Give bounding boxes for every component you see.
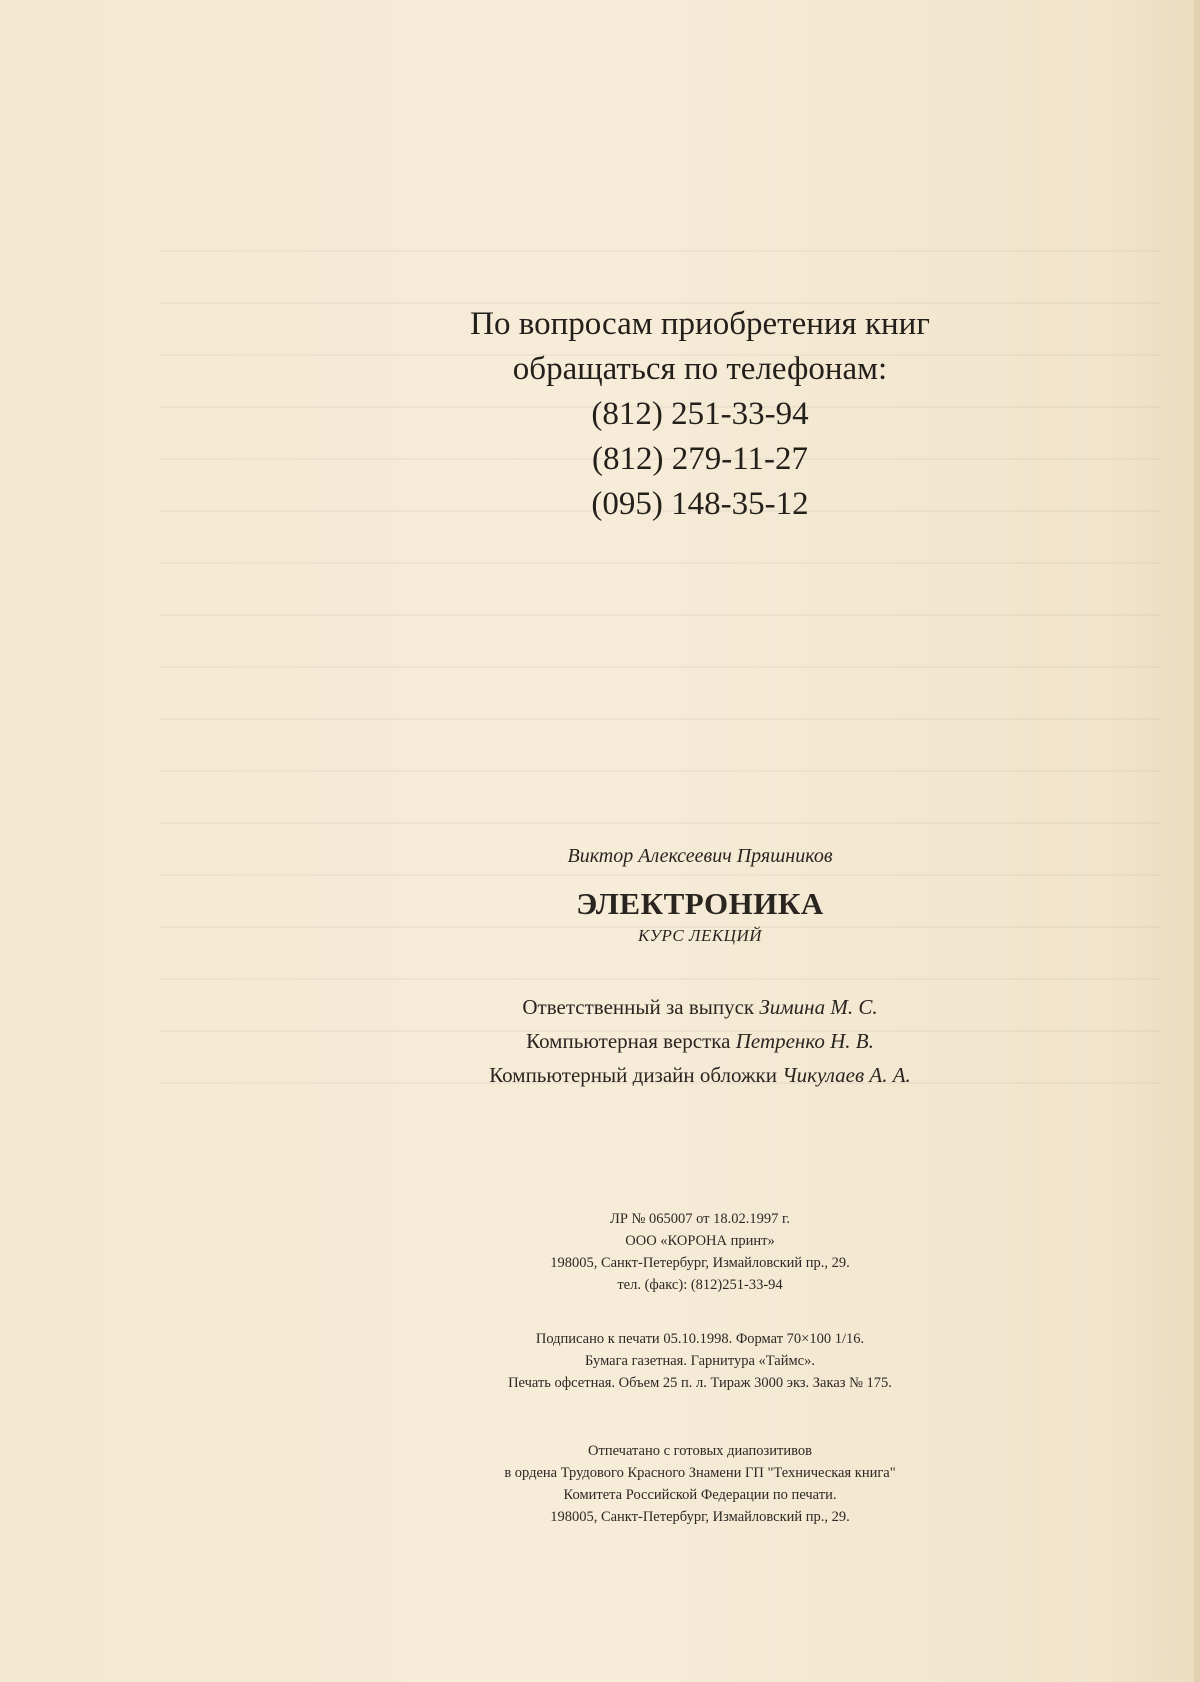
phone-number: (812) 279-11-27 (592, 441, 808, 477)
credit-name: Чикулаев А. А. (782, 1063, 911, 1087)
credit-line (300, 1024, 1100, 1058)
print-details-line: Подписано к печати 05.10.1998. Формат 70×100 1/16. (535, 1331, 865, 1347)
publisher-line: тел. (факс): (812)251-33-94 (617, 1277, 783, 1293)
contacts-block (380, 302, 1020, 527)
printer-line: 198005, Санкт-Петербург, Измайловский пр., 29. (550, 1509, 850, 1525)
page-edge (1194, 0, 1200, 1682)
publisher-info (360, 1208, 1040, 1296)
contacts-line-1: По вопросам приобретения книг (470, 306, 930, 342)
publisher-line: ЛР № 065007 от 18.02.1997 г. (610, 1211, 790, 1227)
credit-name: Петренко Н. В. (735, 1029, 874, 1053)
book-title: ЭЛЕКТРОНИКА (576, 886, 824, 921)
credit-role: Компьютерный дизайн обложки (489, 1063, 777, 1087)
bleed-through-heading (390, 138, 1000, 170)
publisher-line: ООО «КОРОНА принт» (625, 1233, 775, 1249)
credits-block (300, 990, 1100, 1092)
author-name: Виктор Алексеевич Пряшников (567, 845, 833, 867)
print-details (360, 1328, 1040, 1394)
credit-line (300, 990, 1100, 1024)
credit-name: Зимина М. С. (759, 995, 878, 1019)
print-details-line: Печать офсетная. Объем 25 п. л. Тираж 3000 экз. Заказ № 175. (508, 1375, 892, 1391)
printer-info (360, 1440, 1040, 1528)
printer-line: в ордена Трудового Красного Знамени ГП "Техническая книга" (504, 1465, 896, 1481)
printer-line: Комитета Российской Федерации по печати. (563, 1487, 837, 1503)
book-info (300, 845, 1100, 946)
credit-role: Компьютерная верстка (526, 1029, 731, 1053)
book-subtitle: КУРС ЛЕКЦИЙ (638, 926, 762, 945)
credit-line (300, 1058, 1100, 1092)
credit-role: Ответственный за выпуск (522, 995, 755, 1019)
publisher-line: 198005, Санкт-Петербург, Измайловский пр., 29. (550, 1255, 850, 1271)
phone-number: (812) 251-33-94 (591, 396, 809, 432)
contacts-line-2: обращаться по телефонам: (512, 351, 888, 387)
printer-line: Отпечатано с готовых диапозитивов (588, 1443, 812, 1459)
phone-number: (095) 148-35-12 (591, 486, 809, 522)
print-details-line: Бумага газетная. Гарнитура «Таймс». (585, 1353, 815, 1369)
